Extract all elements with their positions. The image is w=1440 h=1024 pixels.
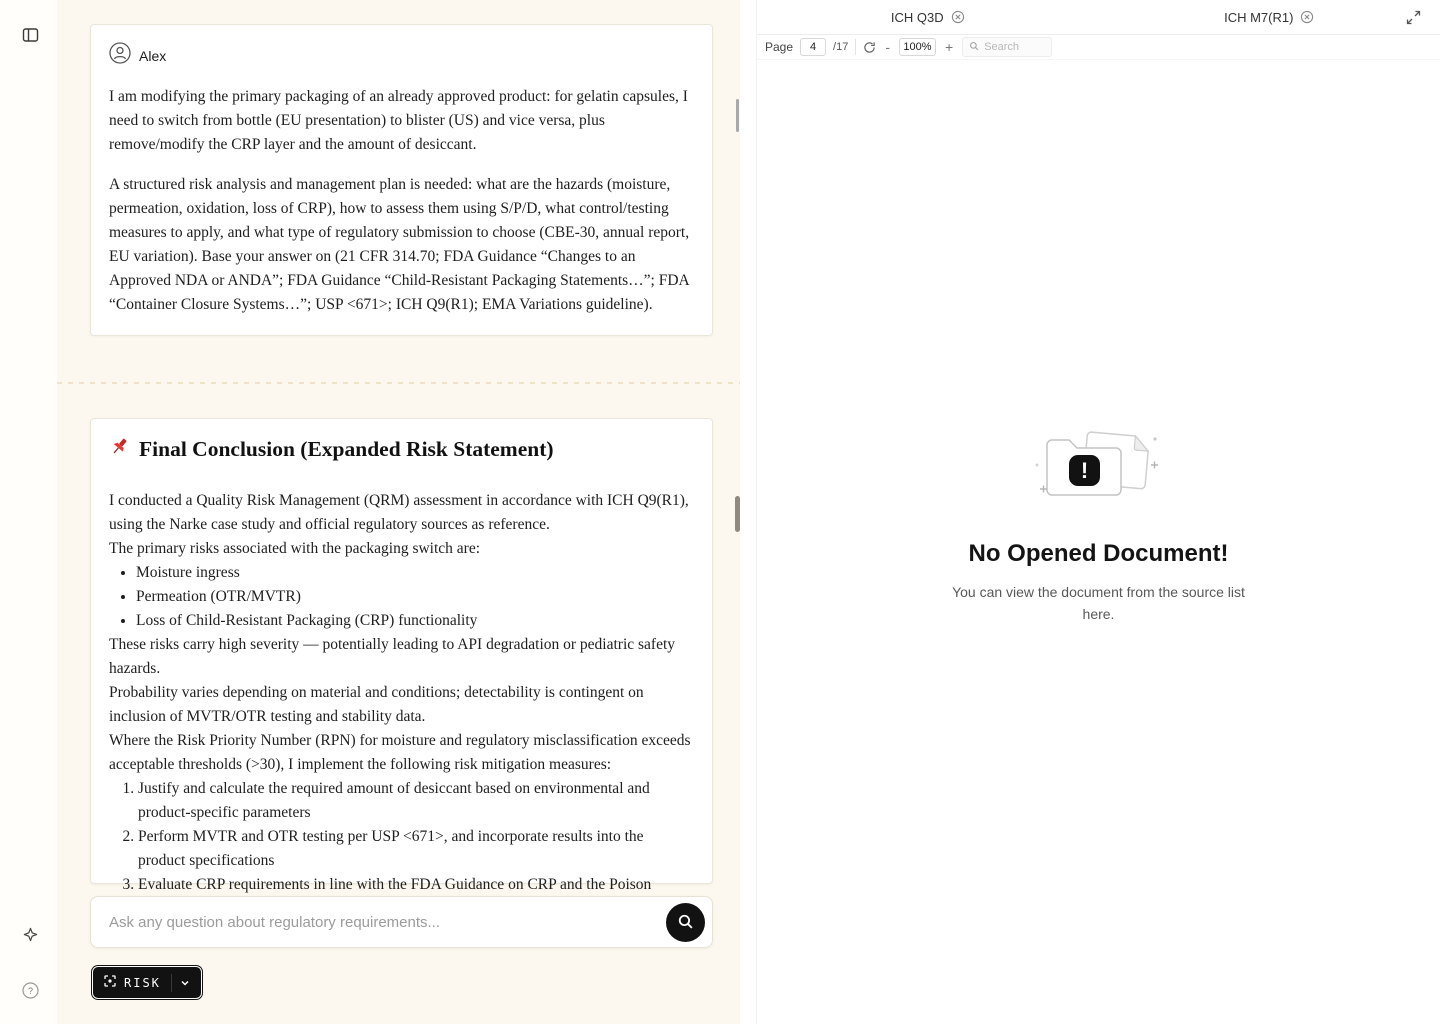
- user-message-header: [109, 42, 694, 69]
- assistant-message-card: [90, 418, 713, 893]
- left-rail: [0, 0, 57, 1024]
- risk-mode-label: RISK: [124, 975, 161, 990]
- search-icon: [677, 913, 694, 933]
- assistant-body: [109, 489, 694, 921]
- empty-state-subtitle: You can view the document from the source list here.: [952, 584, 1245, 622]
- help-button[interactable]: [20, 983, 40, 1003]
- tab-label: ICH M7(R1): [1224, 9, 1294, 25]
- svg-text:!: !: [1080, 458, 1088, 483]
- fullscreen-button[interactable]: [1406, 10, 1421, 30]
- close-tab-icon[interactable]: [1300, 10, 1314, 24]
- user-message-paragraph: I am modifying the primary packaging of an already approved product: for gelatin capsules, I need to switch from bottle (EU presentation) to blister (US) and vice versa, plus remove/modify the CRP layer and the amount of desiccant.: [109, 88, 688, 153]
- user-message-paragraph: A structured risk analysis and management plan is needed: what are the hazards (moisture, permeation, oxidation, loss of CRP), how to assess them using S/P/D, what control/testing measures to apply, and what type of regulatory submission to choose (CBE-30, annual report, EU variation). Base your answer on (21 CFR 314.70; FDA Guidance “Changes to an Approved NDA or ANDA”; FDA Guidance “Child-Resistant Packaging Statements…”; FDA “Container Closure Systems…”; USP <671>; ICH Q9(R1); EMA Variations guideline).: [109, 176, 690, 313]
- chevron-down-icon: [171, 974, 190, 992]
- svg-text:?: ?: [27, 986, 33, 996]
- pushpin-icon: [109, 436, 130, 463]
- assistant-heading: [109, 436, 694, 463]
- assistant-heading-text: Final Conclusion (Expanded Risk Statement): [139, 437, 554, 461]
- search-icon: [969, 40, 979, 54]
- assistant-paragraph: Where the Risk Priority Number (RPN) for moisture and regulatory misclassification exceeds acceptable thresholds (>30), I implement the following risk mitigation measures:: [109, 732, 691, 773]
- assistant-paragraph: These risks carry high severity — potentially leading to API degradation or pediatric safety hazards.: [109, 636, 676, 677]
- page-label: Page: [765, 40, 794, 54]
- scrollbar-thumb[interactable]: [736, 99, 739, 132]
- empty-state-title: No Opened Document!: [968, 540, 1229, 567]
- tab-ich-q3d[interactable]: [757, 10, 1099, 25]
- four-point-star-icon: [23, 927, 38, 947]
- close-tab-icon[interactable]: [951, 10, 965, 24]
- send-button[interactable]: [666, 903, 705, 942]
- scan-frame-icon: [104, 974, 116, 992]
- navigate-button[interactable]: [20, 927, 40, 947]
- zoom-level-input[interactable]: [899, 38, 936, 56]
- assistant-intro-line: I conducted a Quality Risk Management (QRM) assessment in accordance with ICH Q9(R1), using the Narke case study and official regulatory sources as reference.: [109, 492, 689, 533]
- page-total: /17: [833, 41, 849, 53]
- toolbar-divider: [855, 39, 856, 55]
- chat-composer: [90, 896, 713, 948]
- assistant-intro-line: The primary risks associated with the packaging switch are:: [109, 540, 481, 557]
- list-item: 1. Justify and calculate the required amount of desiccant based on environmental and product-specific parameters: [138, 777, 694, 825]
- user-avatar-icon: [109, 42, 131, 69]
- list-item: • Permeation (OTR/MVTR): [136, 585, 694, 609]
- empty-state: [757, 425, 1440, 625]
- list-item: • Moisture ingress: [136, 561, 694, 585]
- pdf-toolbar: [757, 35, 1440, 60]
- message-separator: [57, 382, 740, 384]
- question-circle-icon: [22, 982, 39, 1004]
- document-search-box[interactable]: [962, 37, 1052, 57]
- zoom-in-button[interactable]: +: [945, 39, 954, 55]
- document-tabbar: [757, 0, 1440, 35]
- rotate-button[interactable]: [863, 41, 876, 54]
- list-item: 2. Perform MVTR and OTR testing per USP <671>, and incorporate results into the product specifications: [138, 825, 694, 873]
- scrollbar-thumb[interactable]: [735, 496, 740, 532]
- document-alert-illustration: [1033, 425, 1165, 514]
- sidebar-toggle-button[interactable]: [20, 27, 40, 47]
- tab-ich-m7r1[interactable]: [1099, 10, 1440, 25]
- assistant-paragraph: Probability varies depending on material and conditions; detectability is contingent on inclusion of MVTR/OTR testing and stability data.: [109, 684, 644, 725]
- tab-label: ICH Q3D: [890, 9, 944, 25]
- expand-arrows-icon: [1406, 10, 1421, 30]
- chat-input[interactable]: [91, 897, 646, 947]
- page-number-input[interactable]: [800, 38, 826, 56]
- zoom-out-button[interactable]: -: [885, 39, 890, 55]
- user-name: Alex: [139, 47, 167, 64]
- user-message-card: [90, 24, 713, 336]
- list-item: 3. Evaluate CRP requirements in line with the FDA Guidance on CRP and the Poison: [138, 873, 694, 921]
- panel-left-icon: [22, 27, 39, 48]
- document-search-input[interactable]: [984, 41, 1046, 53]
- list-item: • Loss of Child-Resistant Packaging (CRP) functionality: [136, 609, 694, 633]
- document-viewer-panel: [756, 0, 1440, 1024]
- risk-bullet-list: [109, 561, 694, 633]
- risk-mode-button[interactable]: [92, 966, 202, 999]
